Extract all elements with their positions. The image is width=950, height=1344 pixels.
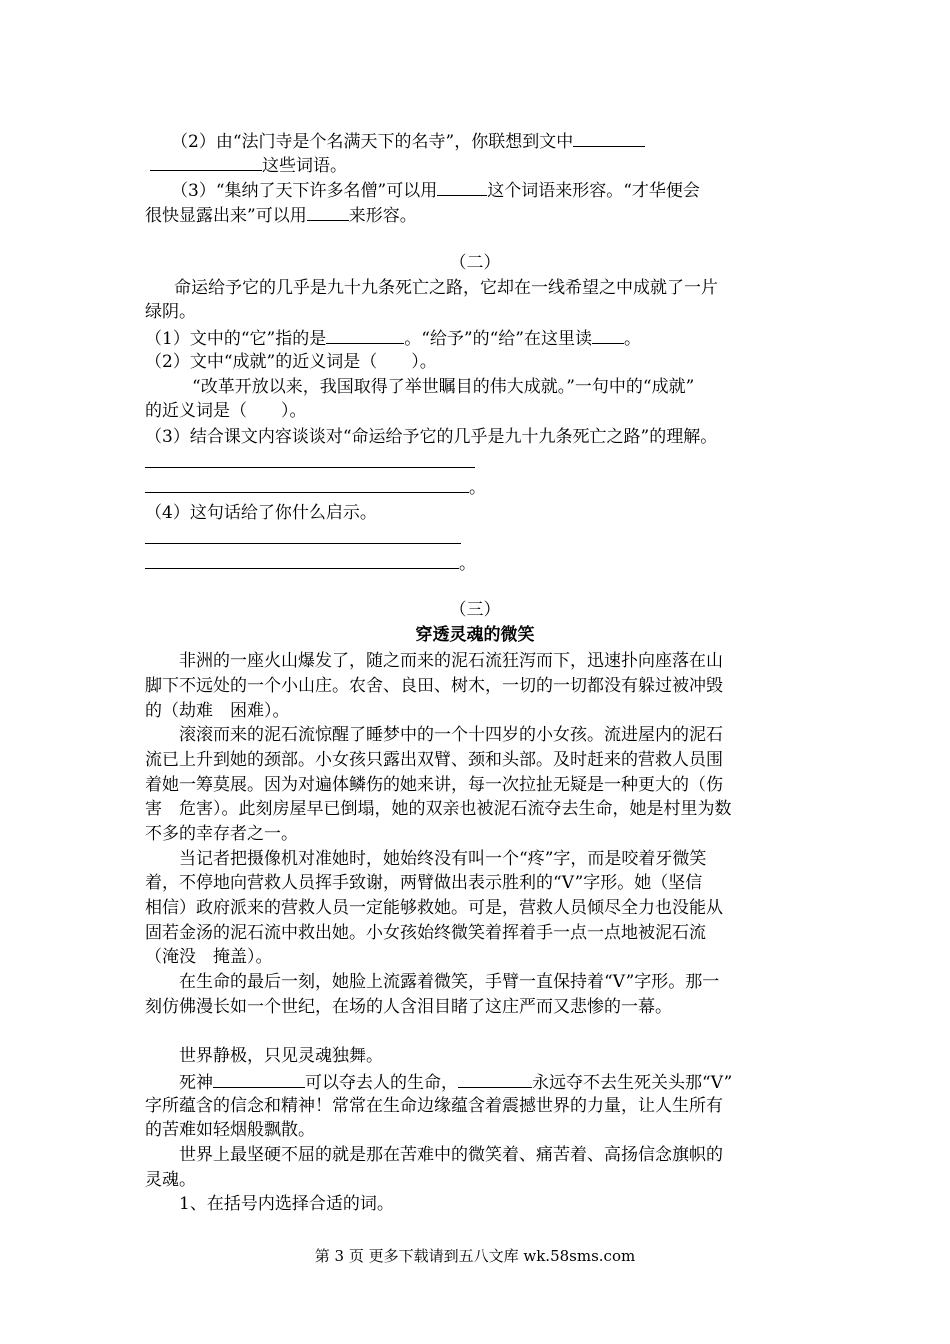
answer-line[interactable]: [145, 543, 461, 544]
question-1-text-c: 。: [623, 329, 641, 349]
article-line: [145, 1069, 732, 1095]
death-text-c: 永远夺不去生死关头那“V”: [532, 1073, 733, 1093]
article-line: 在生命的最后一刻，她脸上流露着微笑，手臂一直保持着“V”字形。那一: [145, 972, 720, 992]
article-line: 的（劫难 困难）。: [145, 701, 290, 721]
question-1-text: （1）文中的“它”指的是: [145, 329, 327, 349]
answer-blank[interactable]: [150, 152, 262, 171]
answer-line[interactable]: [145, 467, 475, 468]
answer-blank[interactable]: [437, 177, 487, 196]
question-1-text-b: 。“给予”的“给”在这里读: [404, 329, 592, 349]
question-2-text-cont: 这些词语。: [262, 156, 347, 176]
article-line: 滚滚而来的泥石流惊醒了睡梦中的一个十四岁的小女孩。流进屋内的泥石: [145, 725, 723, 745]
article-title: 穿透灵魂的微笑: [415, 625, 535, 645]
answer-blank[interactable]: [326, 325, 404, 344]
article-line: 不多的幸存者之一。: [145, 824, 298, 844]
article-line: 的苦难如轻烟般飘散。: [145, 1120, 315, 1140]
article-line: 着，不停地向营救人员挥手致谢，两臂做出表示胜利的“V”字形。她（坚信: [145, 873, 703, 893]
article-line: （淹没 掩盖）。: [145, 947, 273, 967]
question-3: [171, 177, 700, 203]
article-line: 刻仿佛漫长如一个世纪，在场的人含泪目睹了这庄严而又悲惨的一幕。: [145, 997, 672, 1017]
question-2-example: “改革开放以来，我国取得了举世瞩目的伟大成就。”一句中的“成就”: [192, 377, 695, 397]
answer-blank[interactable]: [213, 1069, 305, 1088]
page-footer: 第 3 页 更多下载请到五八文库 wk.58sms.com: [314, 1247, 636, 1265]
question-2-text: （2）由“法门寺是个名满天下的名寺”，你联想到文中: [171, 132, 574, 152]
question-3-text-c: 很快显露出来”可以用: [145, 206, 307, 226]
article-line: 世界上最坚硬不屈的就是那在苦难中的微笑着、痛苦着、高扬信念旗帜的: [145, 1145, 723, 1165]
article-line: 脚下不远处的一个小山庄。农舍、良田、树木，一切的一切都没有躲过被冲毁: [145, 676, 723, 696]
period: 。: [469, 478, 486, 498]
question-2-example: 的近义词是（ ）。: [145, 401, 307, 421]
section-2-heading: （二）: [449, 253, 501, 273]
death-text-a: 死神: [145, 1073, 213, 1093]
article-line: 世界静极，只见灵魂独舞。: [145, 1046, 383, 1066]
section-3-heading: （三）: [449, 600, 501, 620]
answer-line[interactable]: [145, 568, 459, 569]
article-line: 当记者把摄像机对准她时，她始终没有叫一个“疼”字，而是咬着牙微笑: [145, 849, 707, 869]
answer-blank[interactable]: [458, 1069, 532, 1088]
article-line: 害 危害）。此刻房屋早已倒塌，她的双亲也被泥石流夺去生命，她是村里为数: [145, 799, 732, 819]
question-4: （4）这句话给了你什么启示。: [145, 503, 377, 523]
answer-blank[interactable]: [592, 325, 624, 344]
question-3: （3）结合课文内容谈谈对“命运给予它的几乎是九十九条死亡之路”的理解。: [145, 427, 718, 447]
answer-blank[interactable]: [307, 202, 349, 221]
question-2: [171, 128, 645, 154]
answer-line[interactable]: [145, 492, 469, 493]
article-line: 字所蕴含的信念和精神！常常在生命边缘蕴含着震撼世界的力量，让人生所有: [145, 1096, 723, 1116]
death-text-b: 可以夺去人的生命，: [305, 1073, 458, 1093]
question-1: [145, 325, 641, 351]
question-3-text-d: 来形容。: [348, 206, 417, 226]
question-3-text: （3）“集纳了天下许多名僧”可以用: [171, 181, 438, 201]
question-3-cont: [145, 202, 417, 228]
article-line: 非洲的一座火山爆发了，随之而来的泥石流狂泻而下，迅速扑向座落在山: [145, 651, 723, 671]
question-2-cont: [150, 152, 347, 178]
passage-line: 绿阴。: [145, 302, 196, 322]
answer-blank[interactable]: [573, 128, 645, 147]
article-line: 相信）政府派来的营救人员一定能够救她。可是，营救人员倾尽全力也没能从: [145, 898, 723, 918]
passage-line: 命运给予它的几乎是九十九条死亡之路，它却在一线希望之中成就了一片: [174, 278, 718, 298]
article-line: 着她一筹莫展。因为对遍体鳞伤的她来讲，每一次拉扯无疑是一种更大的（伤: [145, 775, 723, 795]
article-line: 固若金汤的泥石流中救出她。小女孩始终微笑着挥着手一点一点地被泥石流: [145, 923, 706, 943]
question-3-text-b: 这个词语来形容。“才华便会: [487, 181, 700, 201]
task-1: 1、在括号内选择合适的词。: [145, 1194, 394, 1214]
question-2: （2）文中“成就”的近义词是（ ）。: [145, 352, 437, 372]
period: 。: [459, 554, 476, 574]
article-line: 灵魂。: [145, 1170, 196, 1190]
article-line: 流已上升到她的颈部。小女孩只露出双臂、颈和头部。及时赶来的营救人员围: [145, 750, 723, 770]
